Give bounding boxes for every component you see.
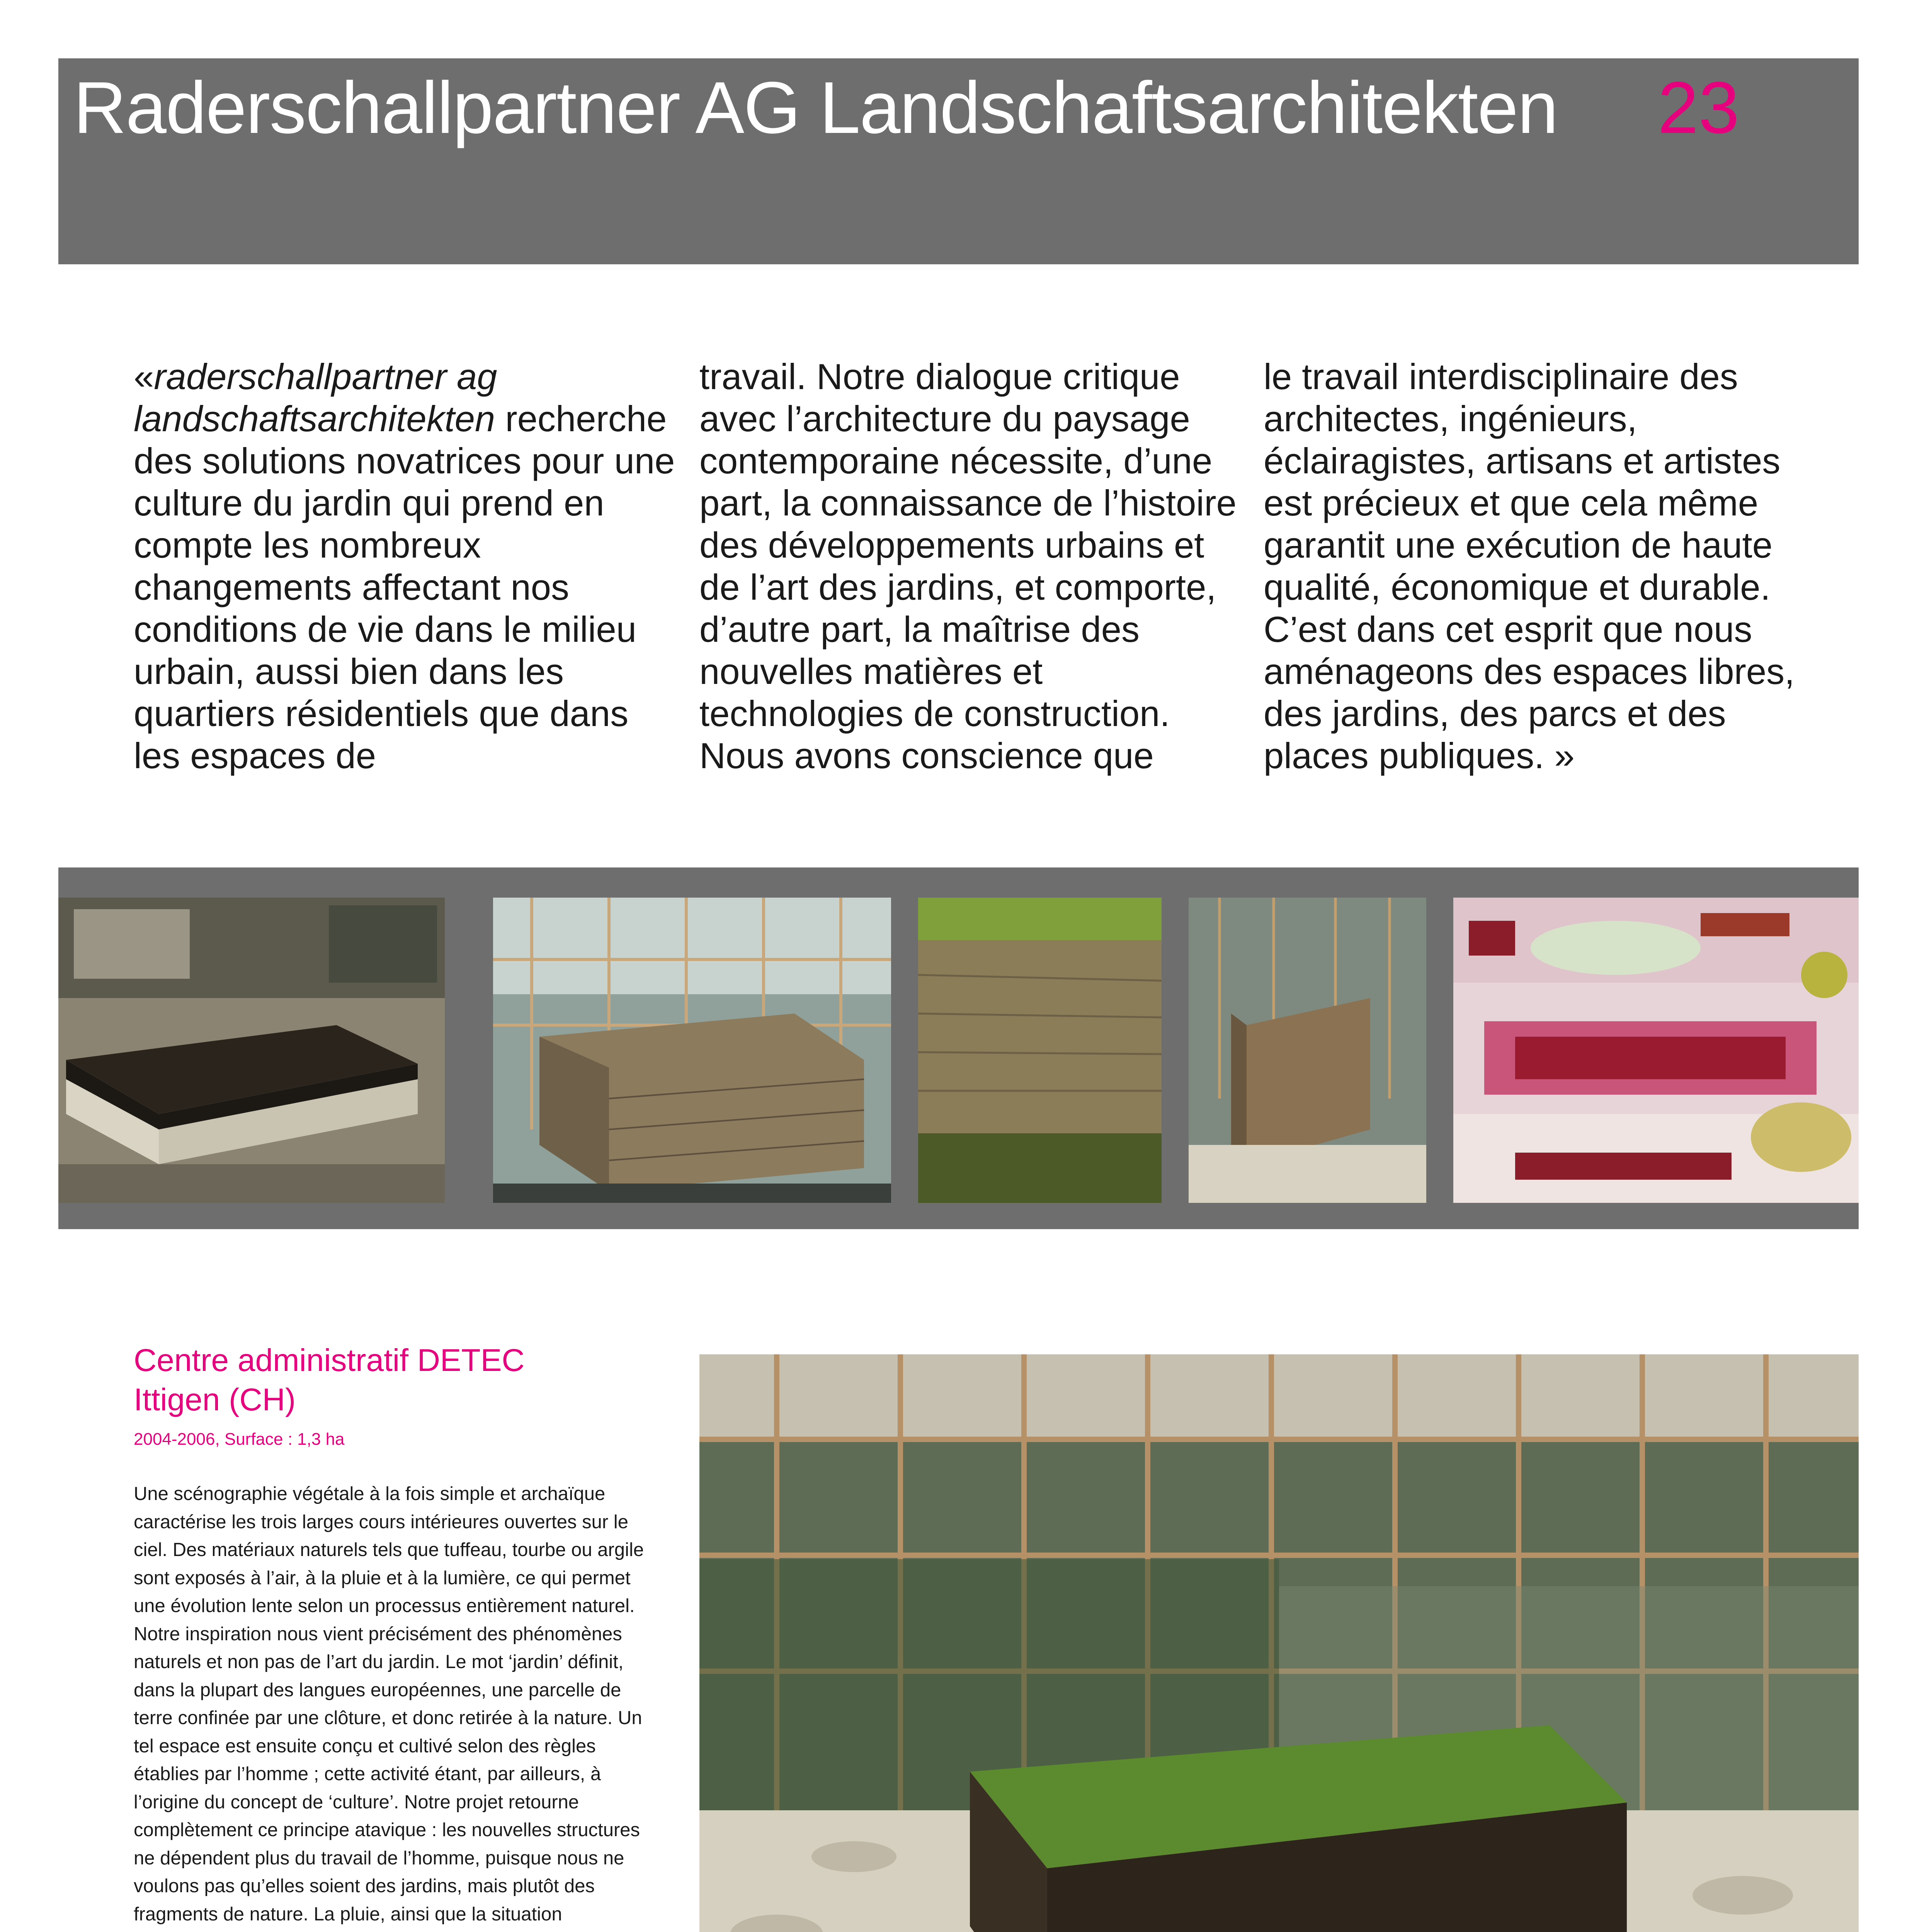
project-title-line-2: Ittigen (CH) <box>134 1382 296 1417</box>
firm-name-italic: raderschallpartner ag landschaftsarchitekten <box>134 356 497 439</box>
project-description: Une scénographie végétale à la fois simple et archaïque caractérise les trois larges cours intérieures ouvertes sur le ciel. Des matériaux naturels tels que tuffeau, tourbe ou argile sont exposés à l’air, à la pluie et à la lumière, ce qui permet une évolution lente selon un processus entièrement naturel. Notre inspiration nous vient précisément des phénomènes naturels et non pas de l’art du jardin. Le mot ‘jardin’ définit, dans la plupart des langues européennes, une parcelle de terre confinée par une clôture, et donc retirée à la nature. Un tel espace est ensuite conçu et cultivé selon des règles établies par l’homme ; cette activité étant, par ailleurs, à l’origine du concept de ‘culture’. Notre projet retourne complètement ce principe atavique : les nouvelles structures ne dépendent plus du travail de l’homme, puisque nous ne voulons pas qu’elles soient des jardins, mais plutôt des fragments de nature. La pluie, ainsi que la situation <box>134 1483 644 1925</box>
project-title-line-1: Centre administratif DETEC <box>134 1343 525 1378</box>
photo-peat-block <box>58 898 445 1203</box>
intro-column-2: travail. Notre dialogue critique avec l’architecture du paysage contemporaine nécessite, d’une part, la connaissance de l’histoire des développements urbains et de l’art des jardins, et comporte, d’autre part, la maîtrise des nouvelles matières et technologies de construction. Nous avons conscience que <box>699 356 1237 776</box>
intro-column-1 <box>134 355 682 777</box>
photo-earth-wall-grass <box>918 898 1162 1203</box>
photo-earth-wall-pebbles <box>1189 898 1426 1203</box>
intro-text-1: recherche des solutions novatrices pour une culture du jardin qui prend en compte les nombreux changements affectant nos conditions de vie dans le milieu urbain, aussi bien dans les quartiers résidentiels que dans les espaces de <box>134 398 675 776</box>
main-photo-courtyard <box>699 1354 1859 1932</box>
project-title <box>134 1341 525 1420</box>
project-meta: 2004-2006, Surface : 1,3 ha <box>134 1430 345 1449</box>
page-number: 23 <box>1658 67 1740 149</box>
site-plan-drawing <box>1453 898 1859 1203</box>
intro-column-3: le travail interdisciplinaire des architectes, ingénieurs, éclairagistes, artisans et artistes est précieux et que cela même garantit une exécution de haute qualité, économique et durable. C’est dans cet esprit que nous aménageons des espaces libres, des jardins, des parcs et des places publiques. » <box>1264 356 1795 776</box>
page-title: Raderschallpartner AG Landschaftsarchitekten <box>73 67 1558 149</box>
open-quote: « <box>134 356 154 397</box>
photo-rammed-earth-courtyard <box>493 898 891 1203</box>
